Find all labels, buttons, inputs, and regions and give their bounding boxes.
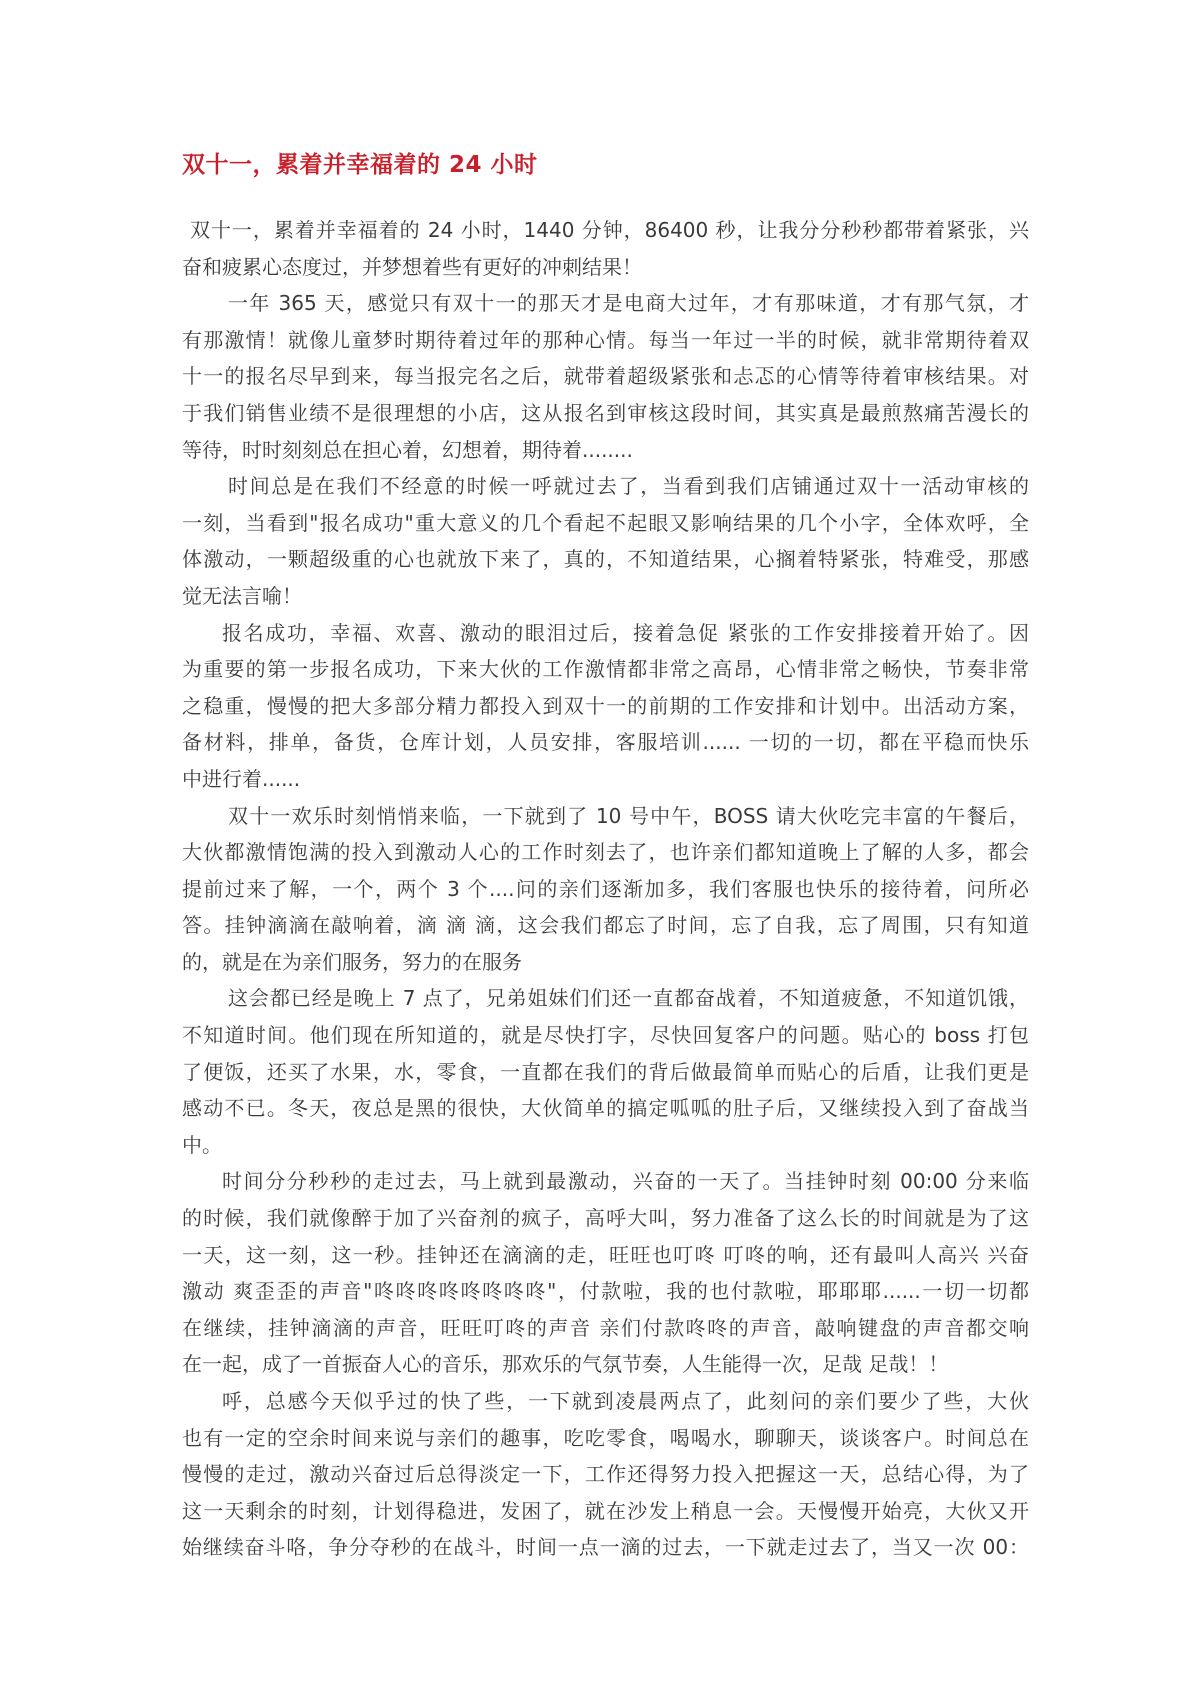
text-line: 于我们销售业绩不是很理想的小店，这从报名到审核这段时间，其实真是最煎熬痛苦漫长的 <box>182 400 1029 425</box>
paragraph <box>182 468 1029 614</box>
text-line: 一年 365 天，感觉只有双十一的那天才是电商大过年，才有那味道，才有那气氛，才 <box>228 291 1029 316</box>
text-line: 不知道时间。他们现在所知道的，就是尽快打字，尽快回复客户的问题。贴心的 boss 打包 <box>182 1023 1029 1048</box>
paragraph <box>182 798 1029 981</box>
text-line: 大伙都激情饱满的投入到激动人心的工作时刻去了，也许亲们都知道晚上了解的人多，都会 <box>182 840 1029 865</box>
text-line: 十一的报名尽早到来，每当报完名之后，就带着超级紧张和忐忑的心情等待着审核结果。对 <box>182 364 1029 389</box>
document-title: 双十一，累着并幸福着的 24 小时 <box>182 152 538 178</box>
text-line: 一刻，当看到"报名成功"重大意义的几个看起不起眼又影响结果的几个小字，全体欢呼，全 <box>182 510 1029 535</box>
paragraph <box>182 615 1029 798</box>
document-body <box>182 212 1029 1566</box>
text-line: 备材料，排单，备货，仓库计划，人员安排，客服培训...... 一切的一切，都在平稳而快乐 <box>182 730 1029 755</box>
text-line: 了便饭，还买了水果，水，零食，一直都在我们的背后做最简单而贴心的后盾，让我们更是 <box>182 1059 1029 1084</box>
text-line: 双十一，累着并幸福着的 24 小时，1440 分钟，86400 秒，让我分分秒秒都带着紧张，兴 <box>190 218 1029 242</box>
text-line: 有那激情！就像儿童梦时期待着过年的那种心情。每当一年过一半的时候，就非常期待着双 <box>182 327 1029 352</box>
text-line: 也有一定的空余时间来说与亲们的趣事，吃吃零食，喝喝水，聊聊天，谈谈客户。时间总在 <box>182 1425 1029 1450</box>
text-line: 双十一欢乐时刻悄悄来临，一下就到了 10 号中午，BOSS 请大伙吃完丰富的午餐后， <box>228 803 1029 828</box>
paragraph <box>182 212 1029 285</box>
text-line: 时间总是在我们不经意的时候一呼就过去了，当看到我们店铺通过双十一活动审核的 <box>228 474 1029 499</box>
text-line: 体激动，一颗超级重的心也就放下来了，真的，不知道结果，心搁着特紧张，特难受，那感 <box>182 547 1029 572</box>
text-line: 中。 <box>182 1132 222 1157</box>
paragraph <box>182 285 1029 468</box>
text-line: 慢慢的走过，激动兴奋过后总得淡定一下，工作还得努力投入把握这一天，总结心得，为了 <box>182 1462 1029 1487</box>
text-line: 这一天剩余的时刻，计划得稳进，发困了，就在沙发上稍息一会。天慢慢开始亮，大伙又开 <box>182 1498 1029 1523</box>
text-line: 感动不已。冬天，夜总是黑的很快，大伙简单的搞定呱呱的肚子后，又继续投入到了奋战当 <box>182 1096 1029 1121</box>
text-line: 始继续奋斗咯，争分夺秒的在战斗，时间一点一滴的过去，一下就走过去了，当又一次 00： <box>182 1535 1029 1560</box>
text-line: 激动 爽歪歪的声音"咚咚咚咚咚咚咚咚"，付款啦，我的也付款啦，耶耶耶......一切一切都 <box>182 1279 1029 1304</box>
text-line: 之稳重，慢慢的把大多部分精力都投入到双十一的前期的工作安排和计划中。出活动方案， <box>182 693 1029 718</box>
text-line: 这会都已经是晚上 7 点了，兄弟姐妹们们还一直都奋战着，不知道疲惫，不知道饥饿， <box>228 986 1029 1011</box>
text-line: 等待，时时刻刻总在担心着，幻想着，期待着........ <box>182 437 633 462</box>
text-line: 一天，这一刻，这一秒。挂钟还在滴滴的走，旺旺也叮咚 叮咚的响，还有最叫人高兴 兴奋 <box>182 1242 1029 1267</box>
text-line: 奋和疲累心态度过，并梦想着些有更好的冲刺结果！ <box>182 254 642 279</box>
text-line: 为重要的第一步报名成功，下来大伙的工作激情都非常之高昂，心情非常之畅快，节奏非常 <box>182 657 1029 682</box>
text-line: 的时候，我们就像醉于加了兴奋剂的疯子，高呼大叫，努力准备了这么长的时间就是为了这 <box>182 1206 1029 1231</box>
text-line: 呼，总感今天似乎过的快了些，一下就到凌晨两点了，此刻问的亲们要少了些，大伙 <box>222 1389 1029 1413</box>
text-line: 报名成功，幸福、欢喜、激动的眼泪过后，接着急促 紧张的工作安排接着开始了。因 <box>222 620 1029 645</box>
text-line: 在一起，成了一首振奋人心的音乐，那欢乐的气氛节奏，人生能得一次，足哉 足哉！！ <box>182 1352 949 1377</box>
paragraph <box>182 1163 1029 1383</box>
text-line: 中进行着...... <box>182 766 301 791</box>
text-line: 时间分分秒秒的走过去，马上就到最激动，兴奋的一天了。当挂钟时刻 00:00 分来临 <box>222 1169 1029 1194</box>
text-line: 提前过来了解，一个，两个 3 个....问的亲们逐渐加多，我们客服也快乐的接待着，问所必 <box>182 876 1029 901</box>
text-line: 答。挂钟滴滴在敲响着，滴 滴 滴，这会我们都忘了时间，忘了自我，忘了周围，只有知道 <box>182 913 1029 938</box>
text-line: 在继续，挂钟滴滴的声音，旺旺叮咚的声音 亲们付款咚咚的声音，敲响键盘的声音都交响 <box>182 1315 1029 1340</box>
text-line: 的，就是在为亲们服务，努力的在服务 <box>182 949 522 974</box>
text-line: 觉无法言喻！ <box>182 583 302 608</box>
paragraph <box>182 980 1029 1163</box>
paragraph <box>182 1383 1029 1566</box>
